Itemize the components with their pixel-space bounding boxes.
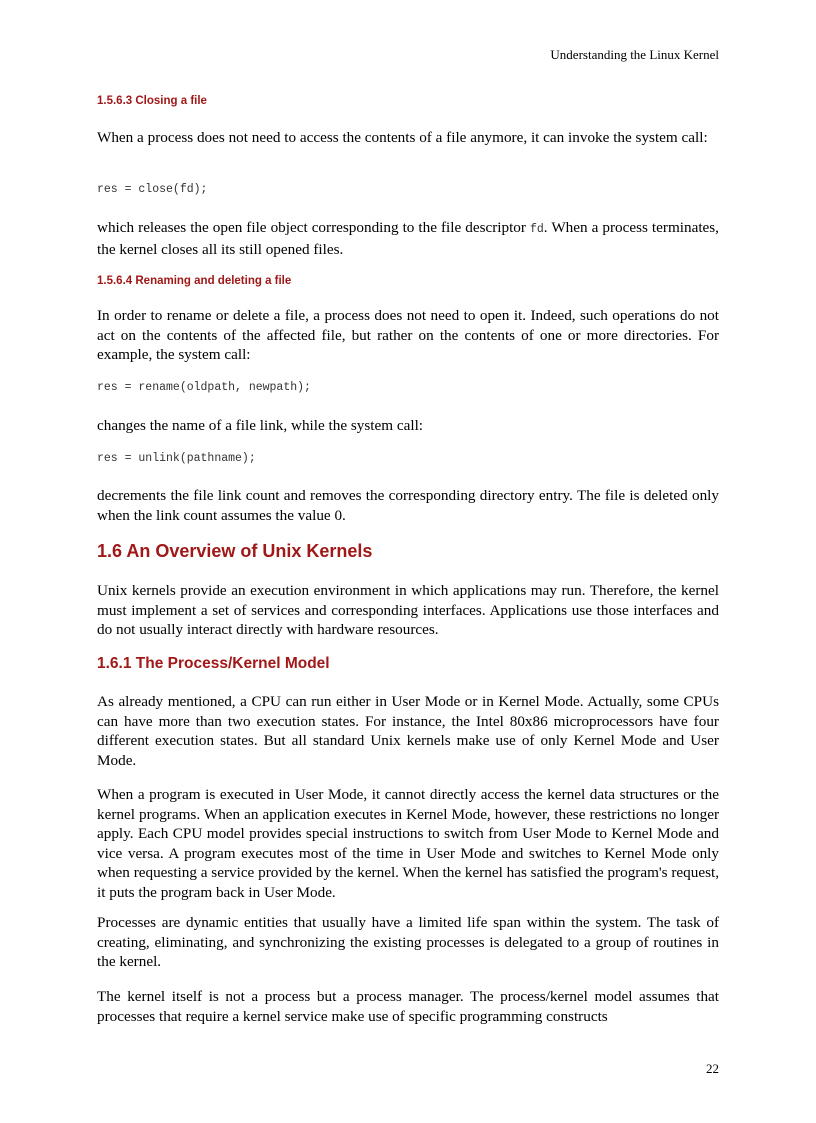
inline-code-fd: fd	[529, 223, 544, 236]
page-number: 22	[706, 1061, 719, 1076]
paragraph-renaming-intro: In order to rename or delete a file, a process does not need to open it. Indeed, such operations do not act on the contents of the affected file, but rather on the contents of one or more directories. For example, the system call:	[97, 307, 719, 363]
paragraph-closing-release	[97, 218, 719, 259]
paragraph-rename-changes: changes the name of a file link, while the system call:	[97, 417, 424, 434]
paragraph-user-mode: When a program is executed in User Mode, it cannot directly access the kernel data structures or the kernel programs. When an application executes in Kernel Mode, however, these restrictions no longer apply. Each CPU model provides special instructions to switch from User Mode to Kernel Mode and vice versa. A program executes most of the time in User Mode and switches to Kernel Mode only when requesting a service provided by the kernel. When the kernel has satisfied the program's request, it puts the program back in User Mode.	[97, 786, 719, 901]
heading-overview-unix-kernels: 1.6 An Overview of Unix Kernels	[97, 541, 373, 561]
paragraph-process-manager: The kernel itself is not a process but a process manager. The process/kernel model assumes that processes that require a kernel service make use of specific programming constructs	[97, 988, 719, 1025]
text-segment: . When a process terminates, the kernel closes all its still opened files.	[97, 219, 719, 258]
code-rename: res = rename(oldpath, newpath);	[97, 381, 311, 394]
paragraph-processes: Processes are dynamic entities that usually have a limited life span within the system. The task of creating, eliminating, and synchronizing the existing processes is delegated to a group of routines in the kernel.	[97, 914, 719, 970]
paragraph-cpu-modes: As already mentioned, a CPU can run either in User Mode or in Kernel Mode. Actually, some CPUs can have more than two execution states. For instance, the Intel 80x86 microprocessors have four different execution states. But all standard Unix kernels make use of only Kernel Mode and User Mode.	[97, 693, 719, 769]
heading-process-kernel-model: 1.6.1 The Process/Kernel Model	[97, 655, 330, 672]
code-close: res = close(fd);	[97, 183, 208, 196]
paragraph-closing-intro: When a process does not need to access the contents of a file anymore, it can invoke the system call:	[97, 129, 708, 146]
running-header: Understanding the Linux Kernel	[550, 47, 719, 62]
code-unlink: res = unlink(pathname);	[97, 452, 256, 465]
paragraph-unlink-decrements: decrements the file link count and removes the corresponding directory entry. The file is deleted only when the link count assumes the value 0.	[97, 487, 719, 524]
paragraph-overview: Unix kernels provide an execution environment in which applications may run. Therefore, the kernel must implement a set of services and corresponding interfaces. Applications use those interfaces and do not usually interact directly with hardware resources.	[97, 582, 719, 638]
heading-renaming-deleting: 1.5.6.4 Renaming and deleting a file	[97, 275, 292, 287]
heading-closing-a-file: 1.5.6.3 Closing a file	[97, 95, 207, 107]
text-segment: which releases the open file object corresponding to the file descriptor	[97, 219, 530, 236]
